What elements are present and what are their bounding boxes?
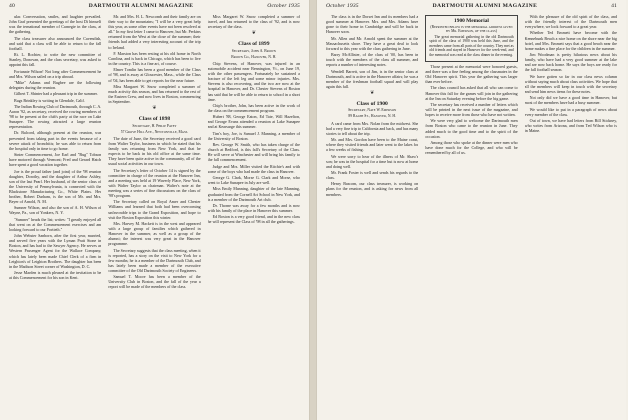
issue-date: October 1935 [267,3,300,9]
magazine-title: DARTMOUTH ALUMNI MAGAZINE [88,3,194,9]
paragraph: Chip's brother, John, has been active in the work of the class on the commencement program. [207,102,300,113]
right-column-3 [525,14,617,418]
memorial-note: (Reprinted below is the memorial address given by Mr. Emerson, of the class) [430,24,513,34]
paragraph: Out of town, we have had letters from Bill Stickney, who writes from Arizona, and from Ted Wilson who is in Maine. [524,117,617,134]
class-secretary-address: 57 Grove Hill Ave., Newtonville, Mass. [120,129,189,134]
paragraph: Gilbert T. Shinter had a pleasant trip in the summer. [14,91,98,97]
paragraph: Rev. George W. Smith, who has taken charge of the church at Bedford, is this fall's Secretary of the Class. He will serve at Winchester and will bring his family to the fall commencement. [207,142,300,163]
right-page [316,0,626,420]
paragraph: With the pleasure of the old spirit of the class, and with the friendly interest of the Dartmouth men everywhere, we look forward to a great year. [524,14,617,30]
paragraph: Hubert '88, George Eaton, Ed Tate, Will Hazelton, and George Evans attended a reunion at Lake Sunapee and at Kearsarge this summer. [207,114,300,130]
page-number: 41 [611,3,617,9]
paragraph: Sinter Commencement, Joe Earl and "Bug" Tobson have motored through Vermont; Fred and Gerard Hatch have spent a good vacation together. [9,152,102,168]
issue-date: October 1935 [326,3,359,9]
left-column-3 [208,14,300,418]
paragraph: Among those who spoke at the dinner were men who have done much for the College, and who will be remembered by all of us. [425,139,518,156]
class-heading: Class of 1900 [356,100,388,107]
paragraph: Joe is the proud father (and joint) of the '98 reunion daughter, Dorothy, and the daughter of Arthur Ashley, son of the last Pearl. Her husband, of the senior class of the University of Pennsylvania, is connected with the Blackstone Manufacturing Co., White Plains. Her brother, Robert Durham, is the son of Mr. and Mrs. Beyer of Arnold, N. M. [9,168,102,205]
paragraph: The Indian Rowing Club of Dartmouth, through C. A. Aaron '92, as secretary, received the rowing members of '98 to be present at the club's party at the race on Lake Sunapee. The rowing attracted a large reunion representation. [9,103,102,130]
paragraph: Mr. and Mrs. H. L. Newcomb and their family are on their way to the mountains; "I will be a very great help this year, as some other events have not been resolved at all." In my first letter I came to Hanover, but Mr. Perkins returned from the West at the close of the summer; their friends had added a very interesting account of the trip to Ireland. [108,14,201,50]
paragraph: Miss Margaret W. Snow completed a summer of travel, and has returned to the class of '92, and is now secretary of the class. [207,14,300,30]
class-secretary: Secretary, John A. Brown [231,48,276,53]
paragraph: Mr. Frank Foster is well and sends his regards to the class. [326,169,419,181]
paragraph: A card came from Mrs. Nolan from the midwest. She had a very fine trip to California and back, and has many stories to tell about the trip. [326,120,419,136]
paragraph: George G. Clark, Morse G. Clark and Morse, who went to Lake Sunapee in July are well. [207,175,300,186]
paragraph: F. Marston has been resting at his old home in North Carolina, and is back in Chicago, which has been to live in the country. This is a fine art, of course. [108,50,201,67]
class-heading: Class of 1899 [238,41,270,48]
paragraph: The Secretary's letter of October 14 is signed by the committee in charge of the reunion at the Hanover Inn, and a meeting was held at 19 Waverly Place, New York, with Walter Taylor as chairman. Walter's note at the meeting was a series of fine discussions on the class of '98's program. [108,167,201,199]
paragraph: Barry McAllister, of the class of '00, has been in touch with the members of the class all summer, and reports a number of interesting notes. [326,52,419,68]
paragraph: Miss Emily Manning, daughter of the late Manning, graduated from the Cornell Art School in New York, and is a member of the Dartmouth Art club. [207,186,300,202]
paragraph: Ed Boston is a very good friend, and in the new class he will represent the Class of '98 in all the gatherings. [207,214,300,225]
paragraph: We were very glad to welcome the Dartmouth men from Boston who came to the reunion in June. They added much to the good time and to the spirit of the occasion. [425,118,518,139]
paragraph: Dr. Balcord, although present at the reunion, was prevented from taking part in the events because of a severe attack of bronchitis; he was able to return from the hospital only in time to go home. [9,130,102,151]
memorial-heading: 1900 Memorial [454,18,489,24]
paragraph: Not only did we have a good time in Hanover, but most of the members have had a busy summer. [524,95,617,106]
paragraph: Tim's boy, Joe, is Samuel J. Manning, a member of the University of Boston. [207,130,300,141]
paragraph: The secretary has received a number of letters which will be printed in the next issue of the magazine, and hopes to receive more from those who have not written. [425,101,518,118]
paragraph: "Mike" Adams and Bugbee are the following delegates during the reunion. [9,79,102,90]
left-page [0,0,310,420]
paragraph: We have gotten so far in our class news column without saying much about class activities. We hope that all the members will keep in touch with the secretary and send him news items for these notes. [524,73,617,94]
right-column-1 [326,14,418,418]
paragraph: Whether Ted Emmett have become with the Kennebunk Beach a nice home on the shore near the big hotel, and Mrs. Emmett says that a good beach near the home makes a fine place for the children in the summer. [524,30,617,51]
section-divider-ornament: ❦ [152,106,157,112]
running-head-left [9,3,300,11]
paragraph: Mrs. Harvey M. Hackett is in the west and appeared with a large group of families which gathered in Hanover in the summer, as well as a group of the alumni; the interest was very great in the Hanover programme. [108,220,201,247]
paragraph: Rt. L. Rochter, to write the new committee of Stanley, Donovan, and the class secretary, was asked to appoint this fall. [9,52,102,68]
paragraph: Wendell Barrett, son of Jim, is in the senior class at Dartmouth, and is active in the Hanover affairs; he was a member of the freshman football squad and will play again this fall. [326,68,419,89]
paragraph: Samuel T. Moore has been a member of the University Club in Boston, and the fall of the year a report will be made of the members of the class. [108,274,201,290]
paragraph: Bugs Brinkley is writing in Glendale, Calif. [14,97,85,103]
paragraph: Dr. Thorne was away for a few months and is now with his family of the place in Hanover this summer. [207,202,300,213]
paragraph: We would like to put in a paragraph of news about every member of the class. [524,106,617,117]
memorial-text: The great memorial gathering in the old Dartmouth spirit of the class of 1900 was held this June, and the members came from all parts of the country. They met as old friends and stayed in Hanover for the week-end, and the memorial was read at the class dinner in the evening. [429,34,514,58]
class-secretary: Secretary, H. Philip Patey [132,123,177,128]
paragraph: Mr. Allen and Mr. Arnold spent the summer at the Massachusetts shore. They have a great deal to look forward to this year with the class gathering in June. [326,35,419,51]
paragraph: Those present at the memorial were honored guests, and there was a fine feeling among the classmates in the Old Hanover spirit. This year the gathering was larger than ever before. [425,63,518,85]
paragraph: Sumner Wilson, and also the son of A. H. Wilson of Wayne, Pa., son of Yonkers, N. Y. [9,205,102,216]
paragraph: The class is in the Dorset Inn and its members had a good summer at Hanover. Mrs. and Mrs. Adams have gone to their home in Cambridge and will be back in Hanover soon. [326,14,419,35]
paragraph: Mr. and Mrs. Gordon have been to the Maine coast, where they visited friends and later went to the lakes for a few weeks of fishing. [326,137,419,153]
magazine-title: DARTMOUTH ALUMNI MAGAZINE [432,3,538,9]
class-secretary: Secretary, Nate W. Emerson [348,108,397,113]
paragraph: Jim Woodman is pretty hilarious news about his family, who have had a very good summer at the lake and are now back home. He says the boys are ready for the fall football season. [524,52,617,73]
paragraph: Elmer Tomlin has been a good member of the Class of '98, and is away at Gloucester, Mass., while the Class of '04, has been able to get reports for the near future. [108,67,201,83]
paragraph: The date of June, the Secretary received a good card from Walter Taylor, business in which he stated that his family was returning from New York, and that he expects to be back in his old office at the same time. They have been quite active in the community, all of the usual social activities in our town. [108,135,201,167]
paragraph: The class council has asked that all who can come to Hanover this fall for the games will join in the gathering at the Inn on Saturday evening before the big game. [425,85,518,101]
paragraph: John Webster Sanborn, after the first year, married, and served five years with the Lyman Pratt Stone in Boston, and has had to the Sawyer Agency. He serves as Western Passenger Agent for the Wallace Company, which has lately been made Chief Clerk of a firm in Leighton's of Leighton Brothers. The daughter has been in the Madison Street corner of Washington, D. C. [9,233,102,269]
section-divider-ornament: ❦ [370,90,375,96]
paragraph: The class treasurer also announced the Cavendish, and said that a class will be able to return to the fall football. [9,35,102,51]
paragraph: "Sumner" heads the list; writes: "I greatly enjoyed all that went on at the Commencement exercises and am looking forward to our Fortieth." [9,216,102,232]
class-heading: Class of 1898 [138,116,171,123]
page-number: 40 [9,3,15,9]
paragraph: Henry Bascom, our class treasurer, is working on plans for the reunion, and is asking for news from all members. [326,181,419,197]
running-head-right [326,3,617,11]
paragraph: Miss Margaret W. Snow completed a summer of much activity this season, and has returned to the rest of the Eastern Crew, and now lives in Boston, commencing in September. [108,83,201,105]
paragraph: Chip Stevens, of Hanover, was injured in an automobile accident near Bennington, Vt., on June 19, with the other passengers. Fortunately he sustained a fracture of the left leg and some minor injuries. Mrs. Stevens is also recovering, and the two are now at the hospital in Hanover, and Dr. Chester Stevens of Boston has said that he will be able to return to school in a short time. [207,60,300,102]
paragraph: The Secretary called on Royal Amer and Chester Williams and learned that both had been overcoming unfavorable trips to the Grand Exposition, and hope to visit the Boston Exposition this winter. [108,199,201,220]
paragraph: Jesse Marden is much pleased at the invitation to be at this Commencement for his son in Kent. [9,270,102,281]
right-column-2 [425,14,517,418]
paragraph: The Secretary suggests that the class meeting, when it is reported, has a story on the visit to New York for a few months; he is a member of the Dartmouth Club, and has lately been made a member of the executive committee of the Old Dartmouth Society of Engineers. [108,247,201,273]
paragraph: Judge and Mrs. Miller visited the Ritchie's and with some of the boys who had made the class in Hanover. [207,163,300,174]
class-secretary-address: Brown Co., Hanover, N. H. [231,54,277,59]
memorial-box [425,15,517,62]
left-column-2 [108,14,200,418]
left-column-1 [9,14,101,418]
class-secretary-address: 89 Ralph St., Hanover, N. H. [348,114,396,119]
section-divider-ornament: ❦ [251,31,256,37]
paragraph: Fortunate Wilson! Not long after Commencement he and Mrs. Wilson sailed on a trip abroad. [9,68,102,79]
paragraph: We were sorry to hear of the illness of Mr. Shaw's son; he was in the hospital for a time but is now at home and doing well. [326,153,419,169]
paragraph: ular. Conversation, smiles, and laughter prevailed. John Graf presented the greetings of the host Di himself was the ternational member of Carnegie in the class, at the gathering. [9,14,102,35]
